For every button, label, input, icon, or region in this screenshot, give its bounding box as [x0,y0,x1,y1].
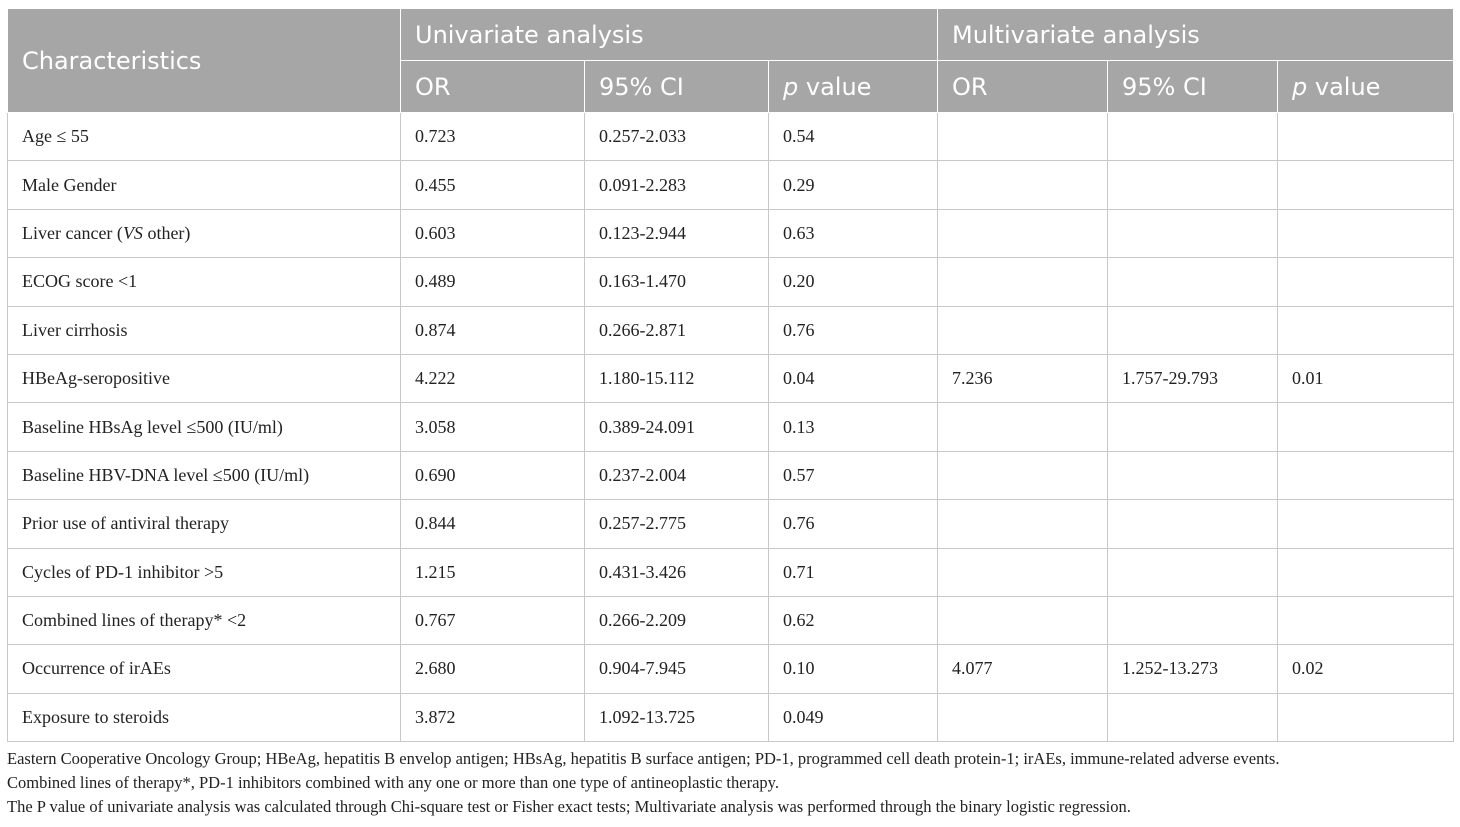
cell-multivariate-or [938,596,1108,644]
cell-multivariate-ci [1108,500,1278,548]
cell-univariate-or: 0.455 [401,161,585,209]
cell-multivariate-p [1278,161,1454,209]
table-row [8,693,1454,741]
cell-univariate-or: 3.058 [401,403,585,451]
table-row [8,548,1454,596]
cell-univariate-or: 2.680 [401,645,585,693]
footnote-combined-lines: Combined lines of therapy*, PD-1 inhibitors combined with any one or more than one type of antineoplastic therapy. [7,773,779,793]
cell-univariate-p: 0.76 [769,306,938,354]
cell-univariate-ci: 0.266-2.209 [585,596,769,644]
cell-characteristic: HBeAg-seropositive [8,354,401,402]
cell-multivariate-p [1278,451,1454,499]
cell-univariate-or: 3.872 [401,693,585,741]
cell-characteristic: Baseline HBsAg level ≤500 (IU/ml) [8,403,401,451]
cell-univariate-ci: 0.389-24.091 [585,403,769,451]
cell-univariate-or: 0.874 [401,306,585,354]
cell-characteristic: Exposure to steroids [8,693,401,741]
cell-univariate-p: 0.13 [769,403,938,451]
table-row [8,306,1454,354]
results-table-container [7,8,1453,819]
cell-univariate-or: 0.603 [401,209,585,257]
cell-univariate-ci: 0.266-2.871 [585,306,769,354]
cell-characteristic: Cycles of PD-1 inhibitor >5 [8,548,401,596]
cell-univariate-or: 0.723 [401,113,585,161]
cell-univariate-p: 0.63 [769,209,938,257]
table-row [8,354,1454,402]
table-body [8,113,1454,742]
header-row-groups [8,9,1454,61]
table-row [8,500,1454,548]
cell-multivariate-or [938,209,1108,257]
cell-multivariate-or [938,161,1108,209]
cell-univariate-p: 0.62 [769,596,938,644]
footnote-methods: The P value of univariate analysis was calculated through Chi-square test or Fisher exact tests; Multivariate analysis was performed through the binary logistic regression. [7,797,1131,817]
cell-characteristic: Baseline HBV-DNA level ≤500 (IU/ml) [8,451,401,499]
cell-multivariate-p [1278,306,1454,354]
table-row [8,451,1454,499]
cell-univariate-p: 0.04 [769,354,938,402]
cell-multivariate-p [1278,548,1454,596]
p-italic: p [783,72,799,101]
cell-multivariate-or [938,693,1108,741]
cell-univariate-ci: 1.092-13.725 [585,693,769,741]
cell-univariate-p: 0.57 [769,451,938,499]
p-value-label: value [798,72,872,101]
cell-univariate-p: 0.76 [769,500,938,548]
cell-univariate-p: 0.049 [769,693,938,741]
cell-multivariate-p [1278,403,1454,451]
logistic-regression-table [7,8,1454,742]
cell-multivariate-ci: 1.252-13.273 [1108,645,1278,693]
cell-multivariate-or [938,548,1108,596]
cell-univariate-ci: 0.123-2.944 [585,209,769,257]
cell-multivariate-ci [1108,451,1278,499]
cell-multivariate-ci [1108,161,1278,209]
cell-characteristic: Age ≤ 55 [8,113,401,161]
cell-multivariate-or [938,113,1108,161]
cell-multivariate-ci [1108,548,1278,596]
footnote-abbreviations: Eastern Cooperative Oncology Group; HBeAg, hepatitis B envelop antigen; HBsAg, hepatitis B surface antigen; PD-1, programmed cell death protein-1; irAEs, immune-related adverse events. [7,749,1280,769]
p-value-label: value [1307,72,1381,101]
cell-univariate-ci: 0.257-2.775 [585,500,769,548]
header-multivariate-p [1278,61,1454,113]
cell-multivariate-ci [1108,596,1278,644]
cell-multivariate-p: 0.01 [1278,354,1454,402]
cell-univariate-ci: 1.180-15.112 [585,354,769,402]
cell-multivariate-ci [1108,113,1278,161]
table-row [8,209,1454,257]
cell-multivariate-ci: 1.757-29.793 [1108,354,1278,402]
cell-multivariate-p [1278,596,1454,644]
cell-univariate-ci: 0.431-3.426 [585,548,769,596]
header-univariate-p [769,61,938,113]
table-row [8,596,1454,644]
cell-multivariate-p: 0.02 [1278,645,1454,693]
cell-univariate-p: 0.29 [769,161,938,209]
cell-characteristic: Prior use of antiviral therapy [8,500,401,548]
header-multivariate-or: OR [938,61,1108,113]
cell-multivariate-p [1278,693,1454,741]
cell-multivariate-ci [1108,693,1278,741]
header-univariate-ci: 95% CI [585,61,769,113]
cell-multivariate-or [938,258,1108,306]
table-row [8,645,1454,693]
header-multivariate-ci: 95% CI [1108,61,1278,113]
cell-multivariate-ci [1108,209,1278,257]
cell-univariate-p: 0.10 [769,645,938,693]
table-row [8,113,1454,161]
header-univariate-or: OR [401,61,585,113]
table-row [8,403,1454,451]
table-row [8,258,1454,306]
cell-multivariate-p [1278,209,1454,257]
cell-univariate-or: 0.844 [401,500,585,548]
table-footnotes [7,747,1453,819]
cell-multivariate-p [1278,113,1454,161]
cell-univariate-ci: 0.163-1.470 [585,258,769,306]
header-characteristics: Characteristics [8,9,401,113]
table-row [8,161,1454,209]
cell-multivariate-p [1278,258,1454,306]
cell-multivariate-or [938,500,1108,548]
header-multivariate: Multivariate analysis [938,9,1454,61]
cell-univariate-p: 0.71 [769,548,938,596]
cell-multivariate-or: 7.236 [938,354,1108,402]
cell-multivariate-or [938,403,1108,451]
cell-univariate-ci: 0.904-7.945 [585,645,769,693]
cell-multivariate-ci [1108,403,1278,451]
cell-multivariate-or: 4.077 [938,645,1108,693]
cell-characteristic: ECOG score <1 [8,258,401,306]
header-univariate: Univariate analysis [401,9,938,61]
cell-univariate-or: 0.489 [401,258,585,306]
cell-univariate-or: 0.690 [401,451,585,499]
cell-characteristic: Liver cancer (VS other) [8,209,401,257]
cell-multivariate-or [938,451,1108,499]
cell-multivariate-ci [1108,306,1278,354]
cell-univariate-or: 4.222 [401,354,585,402]
cell-univariate-p: 0.20 [769,258,938,306]
cell-characteristic: Combined lines of therapy* <2 [8,596,401,644]
cell-univariate-ci: 0.091-2.283 [585,161,769,209]
cell-univariate-ci: 0.257-2.033 [585,113,769,161]
cell-univariate-p: 0.54 [769,113,938,161]
cell-characteristic: Occurrence of irAEs [8,645,401,693]
cell-univariate-ci: 0.237-2.004 [585,451,769,499]
cell-characteristic: Liver cirrhosis [8,306,401,354]
cell-univariate-or: 0.767 [401,596,585,644]
p-italic: p [1292,72,1308,101]
cell-multivariate-or [938,306,1108,354]
cell-multivariate-p [1278,500,1454,548]
cell-characteristic: Male Gender [8,161,401,209]
cell-multivariate-ci [1108,258,1278,306]
cell-univariate-or: 1.215 [401,548,585,596]
